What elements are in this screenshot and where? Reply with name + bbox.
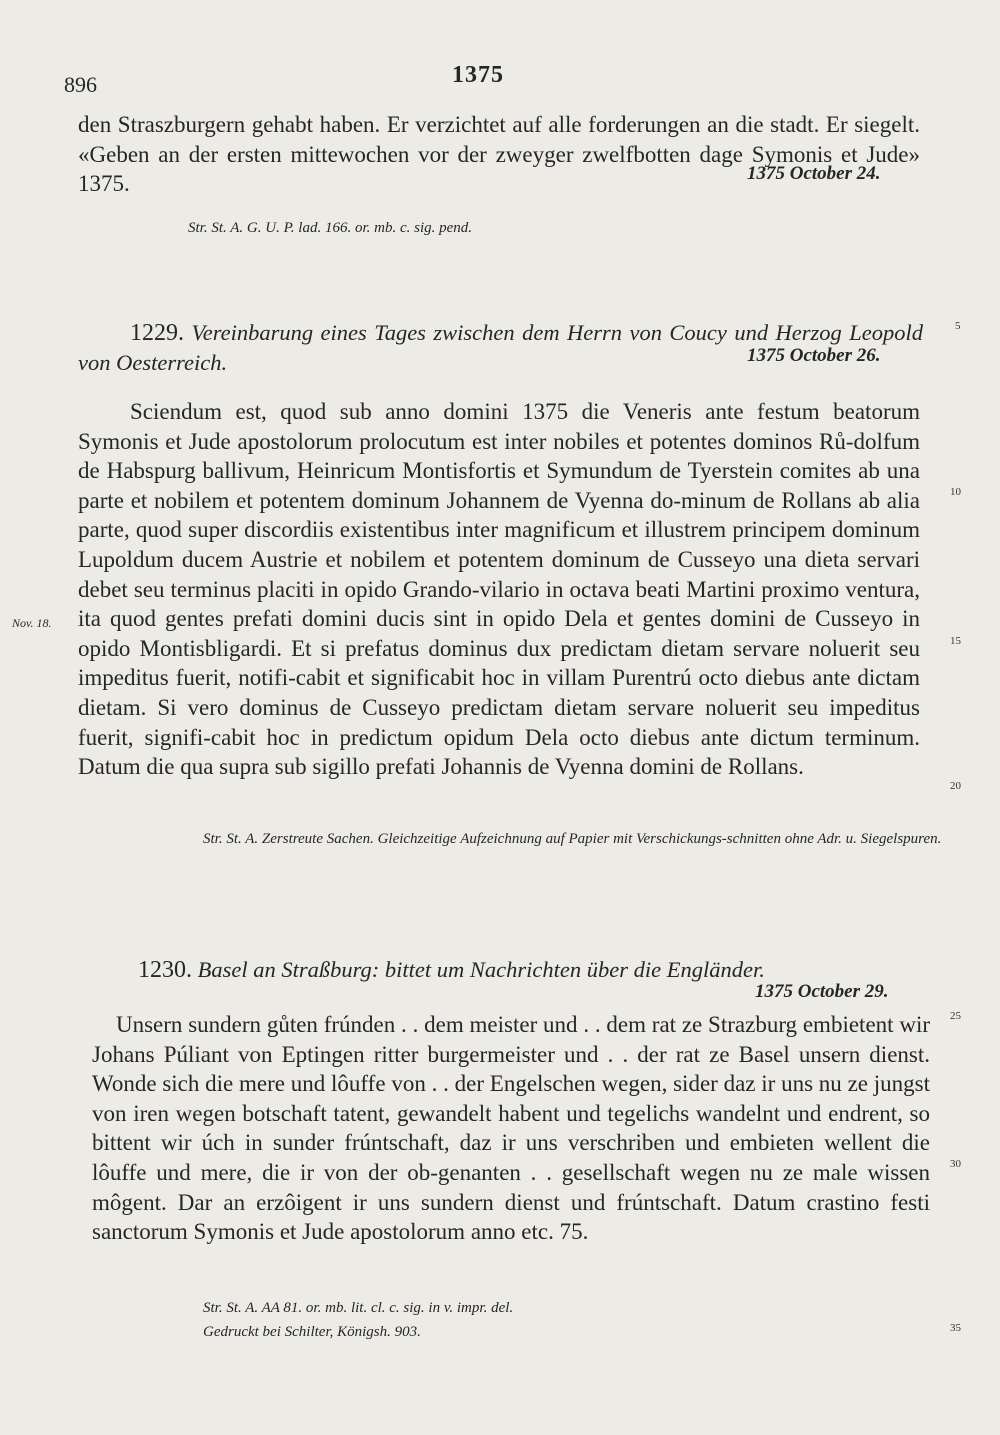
doc-1230-source-2: Gedruckt bei Schilter, Königsh. 903. (203, 1324, 421, 1340)
doc-1229-date: 1375 October 26. (747, 345, 881, 366)
doc-1230-source-1: Str. St. A. AA 81. or. mb. lit. cl. c. sig. in v. impr. del. (203, 1300, 514, 1316)
doc-1230-title: Basel an Straßburg: bittet um Nachrichten über die Engländer. (197, 957, 765, 982)
line-number-10: 10 (950, 486, 961, 498)
intro-source: Str. St. A. G. U. P. lad. 166. or. mb. c. sig. pend. (188, 220, 473, 236)
doc-1230-text: Unsern sundern gůten frúnden . . dem meister und . . dem rat ze Strazburg embietent wir Johans Púliant von Eptingen ritter burgermeister und . . der rat ze Basel unsern dienst. Wonde sich die mere und lôuffe von . . der Engelschen wegen, sider daz ir uns nu ze jungst von iren wegen botschaft tatent, gewandelt habent und tegelichs wandelnt und endrent, so bittent wir úch in sunder frúntschaft, daz ir uns verschriben und embieten wellent die lôuffe und mere, die ir von der ob-genanten . . gesellschaft wegen nu ze male wissen môgent. Dar an erzôigent ir uns sundern dienst und frúntschaft. Datum crastino festi sanctorum Symonis et Jude apostolorum anno etc. 75. (92, 1012, 930, 1245)
doc-1230-date: 1375 October 29. (755, 981, 889, 1002)
doc-1229-source: Str. St. A. Zerstreute Sachen. Gleichzeitige Aufzeichnung auf Papier mit Verschickungs-schnitten ohne Adr. u. Siegelspuren. (203, 831, 942, 847)
intro-date: 1375 October 24. (747, 163, 881, 184)
doc-1229-number: 1229. (130, 320, 184, 346)
margin-note: Nov. 18. (12, 616, 52, 630)
line-number-30: 30 (950, 1158, 961, 1170)
intro-text: den Straszburgern gehabt haben. Er verzichtet auf alle forderungen an die stadt. Er siegelt. «Geben an der ersten mittewochen vor der zweyger zwelfbotten dage Symonis et Jude» 1375. (78, 112, 920, 197)
doc-1229-title: Vereinbarung eines Tages zwischen dem Herrn von Coucy und Herzog Leopold von Oesterreich. (78, 320, 923, 375)
line-number-25: 25 (950, 1010, 961, 1022)
page-number: 896 (64, 72, 97, 97)
line-number-20: 20 (950, 780, 961, 792)
line-number-15: 15 (950, 635, 961, 647)
running-head-year: 1375 (452, 62, 504, 88)
doc-1230-number: 1230. (138, 957, 192, 983)
line-number-5: 5 (955, 320, 961, 332)
doc-1229-text: Sciendum est, quod sub anno domini 1375 die Veneris ante festum beatorum Symonis et Jude apostolorum prolocutum est inter nobiles et potentes dominos Rů-dolfum de Habspurg ballivum, Heinricum Montisfortis et Symundum de Tyerstein comites ab una parte et nobilem et potentem dominum Johannem de Vyenna do-minum de Rollans ab alia parte, quod super discordiis existentibus inter magnificum et illustrem principem dominum Lupoldum ducem Austrie et nobilem et potentem dominum de Cusseyo una dieta servari debet seu terminus placiti in opido Grando-vilario in octava beati Martini proximo ventura, ita quod gentes prefati domini ducis sint in opido Dela et gentes domini de Cusseyo in opido Montisbligardi. Et si prefatus dominus dux predictam dietam servare noluerit seu impeditus fuerit, notifi-cabit et significabit hoc in villam Purentrú octo diebus ante dictam dietam. Si vero dominus de Cusseyo predictam dietam servare noluerit seu impeditus fuerit, signifi-cabit hoc in predictum opidum Dela octo diebus ante dictum terminum. Datum die qua supra sub sigillo prefati Johannis de Vyenna domini de Rollans. (78, 399, 920, 780)
line-number-35: 35 (950, 1322, 961, 1334)
